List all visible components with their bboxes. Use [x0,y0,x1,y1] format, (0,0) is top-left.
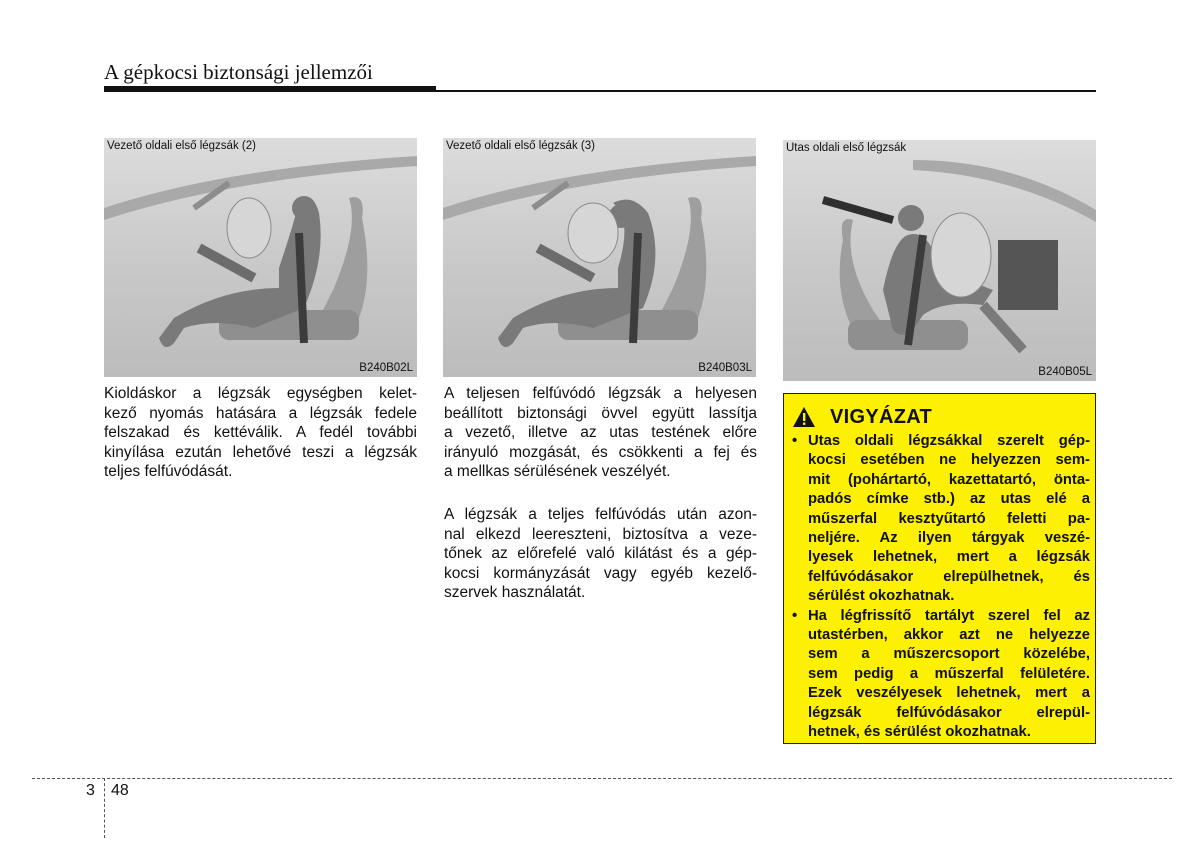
figure-passenger-airbag [783,140,1096,381]
text-line: kező nyomás hatására a légzsák fedele [104,404,417,422]
figure-driver-airbag-2 [104,138,417,377]
warning-item [788,607,1090,743]
driver-airbag-illustration [104,138,417,377]
text-line: irányuló mozgását, és csökkenti a fej és [444,443,757,461]
text-line: légzsák felfúvódásakor elrepül- [808,704,1090,721]
text-line: a vezető, illetve az utas testének előre [444,424,757,442]
text-line: beállított biztonsági övvel együtt lassítja [444,404,757,422]
text-line: Ezek veszélyesek lehetnek, mert a [808,685,1090,702]
column2-paragraph-2 [444,505,757,603]
text-line: teljes felfúvódását. [104,463,233,481]
header-rule-thin [436,90,1096,92]
page-number: 48 [111,782,129,799]
text-line: utastérben, akkor azt ne helyezze [808,627,1090,644]
text-line: mit (pohártartó, kazettatartó, önta- [808,471,1090,488]
figure-code: B240B03L [698,362,752,374]
text-line: lyesek lehetnek, mert a légzsák [808,549,1090,566]
text-line: felszakad és kettéválik. A fedél további [104,424,417,442]
figure-code: B240B02L [359,362,413,374]
figure-caption: Utas oldali első légzsák [786,142,907,154]
column2-paragraph-1 [444,384,757,482]
warning-box [783,393,1096,744]
figure-caption: Vezető oldali első légzsák (3) [446,140,595,152]
text-line: nal elkezd leereszteni, biztosítva a veze- [444,525,757,543]
text-line: kinyílása ezután lehetővé teszi a légzsák [104,443,417,461]
text-line: hetnek, és sérülést okozhatnak. [808,724,1031,741]
text-line: Utas oldali légzsákkal szerelt gép- [808,433,1090,449]
header-rule-thick [104,86,436,92]
text-line: kocsi esetében ne helyezzen sem- [808,452,1090,469]
text-line: A légzsák a teljes felfúvódás után azon- [444,506,757,523]
driver-airbag-illustration [443,138,756,377]
text-line: Kioldáskor a légzsák egységben kelet- [104,385,417,402]
footer-divider [104,778,105,838]
text-line: sem a műszercsoport közelébe, [808,646,1090,663]
warning-triangle-icon [792,406,816,428]
text-line: kocsi kormányzását vagy egyéb kezelő- [444,564,757,582]
section-number: 3 [86,782,95,799]
figure-driver-airbag-3 [443,138,756,377]
column1-paragraph [104,384,417,482]
bullet: • [792,433,798,449]
text-line: tőnek az előrefelé való kilátást és a gép- [444,545,757,563]
text-line: a mellkas sérülésének veszélyét. [444,463,671,481]
text-line: Ha légfrissítő tartályt szerel fel az [808,607,1090,624]
text-line: felfúvódásakor elrepülhetnek, és [808,568,1090,585]
footer-rule [32,778,1172,779]
section-title: A gépkocsi biztonsági jellemzői [104,60,373,84]
text-line: sem pedig a műszerfal felületére. [808,665,1090,682]
figure-code: B240B05L [1038,366,1092,378]
text-line: műszerfal kesztyűtartó feletti pa- [808,510,1090,527]
figure-caption: Vezető oldali első légzsák (2) [107,140,256,152]
bullet: • [792,607,798,624]
warning-list [788,432,1090,743]
text-line: sérülést okozhatnak. [808,588,955,605]
text-line: szervek használatát. [444,584,586,602]
passenger-airbag-illustration [783,140,1096,381]
warning-header [792,404,932,430]
warning-title: VIGYÁZAT [830,405,933,428]
warning-item [788,432,1090,607]
text-line: A teljesen felfúvódó légzsák a helyesen [444,385,757,402]
text-line: neljére. Az ilyen tárgyak veszé- [808,530,1090,547]
text-line: padós címke stb.) az utas elé a [808,491,1090,508]
